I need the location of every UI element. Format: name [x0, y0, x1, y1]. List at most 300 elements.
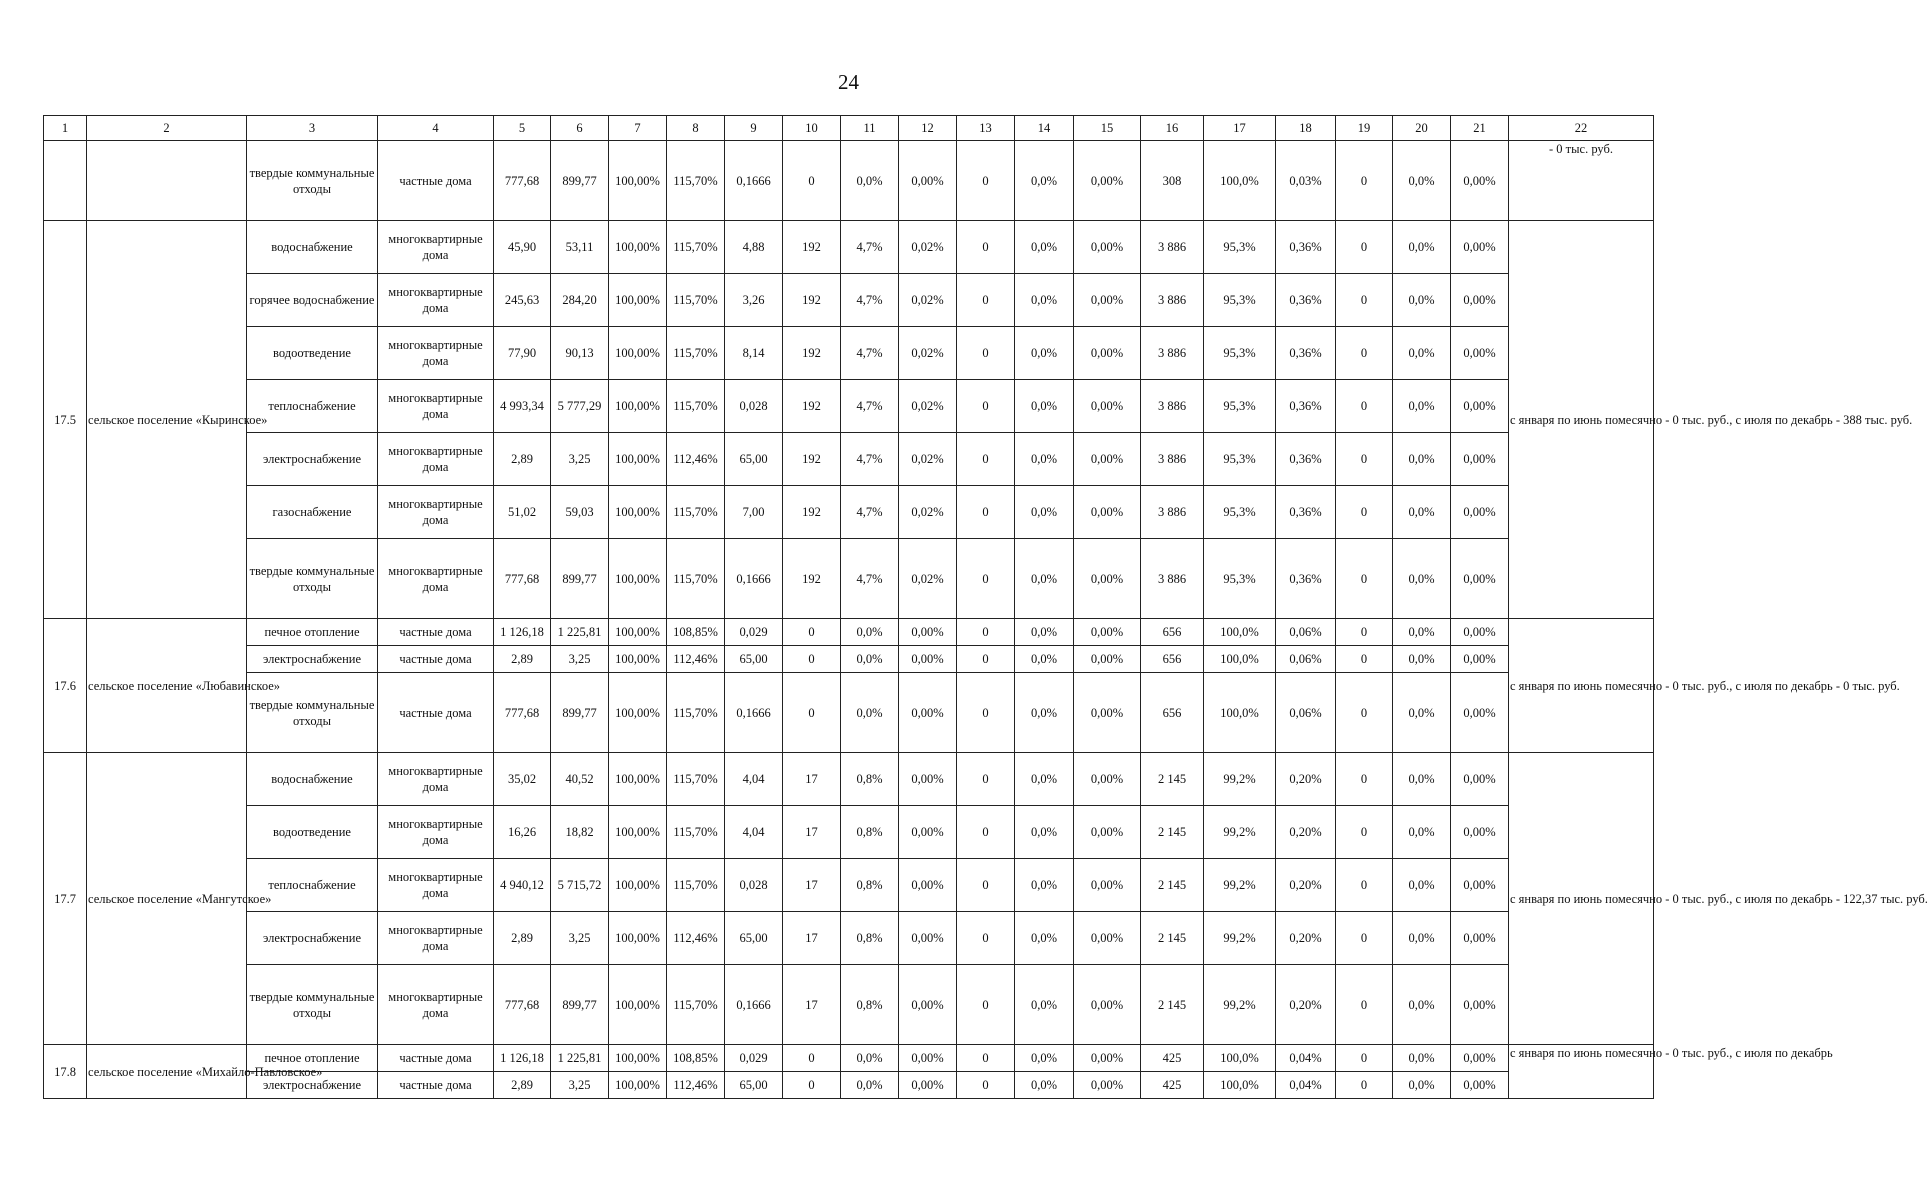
col10-cell: 0 [783, 1045, 841, 1072]
col14-cell: 0,0% [1015, 673, 1074, 753]
housing-type-cell: частные дома [378, 619, 494, 646]
col19-cell: 0 [1336, 965, 1393, 1045]
header-cell-col13: 13 [957, 116, 1015, 141]
col18-cell: 0,04% [1276, 1072, 1336, 1099]
col11-cell: 4,7% [841, 433, 899, 486]
col13-cell: 0 [957, 646, 1015, 673]
col7-cell: 100,00% [609, 965, 667, 1045]
col21-cell: 0,00% [1451, 859, 1509, 912]
col13-cell: 0 [957, 673, 1015, 753]
col5-cell: 4 940,12 [494, 859, 551, 912]
payment-schedule-cell: с января по июнь помесячно - 0 тыс. руб., с июля по декабрь [1509, 1045, 1654, 1099]
housing-type-cell: многоквартирные дома [378, 221, 494, 274]
service-cell: электроснабжение [247, 646, 378, 673]
col7-cell: 100,00% [609, 646, 667, 673]
col7-cell: 100,00% [609, 673, 667, 753]
col20-cell: 0,0% [1393, 646, 1451, 673]
col19-cell: 0 [1336, 912, 1393, 965]
col11-cell: 0,0% [841, 646, 899, 673]
table-row [44, 673, 1654, 753]
col19-cell: 0 [1336, 859, 1393, 912]
col10-cell: 192 [783, 327, 841, 380]
col20-cell: 0,0% [1393, 1045, 1451, 1072]
col9-cell: 7,00 [725, 486, 783, 539]
table-row [44, 274, 1654, 327]
col13-cell: 0 [957, 619, 1015, 646]
table-row [44, 859, 1654, 912]
payment-schedule-cell: с января по июнь помесячно - 0 тыс. руб., с июля по декабрь - 388 тыс. руб. [1509, 221, 1654, 619]
header-cell-col7: 7 [609, 116, 667, 141]
table-row [44, 965, 1654, 1045]
housing-type-cell: частные дома [378, 1045, 494, 1072]
col20-cell: 0,0% [1393, 539, 1451, 619]
col20-cell: 0,0% [1393, 327, 1451, 380]
col5-cell: 51,02 [494, 486, 551, 539]
col12-cell: 0,02% [899, 274, 957, 327]
col12-cell: 0,00% [899, 619, 957, 646]
col8-cell: 115,70% [667, 965, 725, 1045]
col17-cell: 100,0% [1204, 673, 1276, 753]
table-row [44, 912, 1654, 965]
col7-cell: 100,00% [609, 486, 667, 539]
table-row [44, 433, 1654, 486]
col8-cell: 115,70% [667, 539, 725, 619]
col15-cell: 0,00% [1074, 1045, 1141, 1072]
col19-cell: 0 [1336, 380, 1393, 433]
col16-cell: 2 145 [1141, 753, 1204, 806]
col12-cell: 0,00% [899, 1072, 957, 1099]
header-cell-col16: 16 [1141, 116, 1204, 141]
col9-cell: 0,1666 [725, 965, 783, 1045]
col14-cell: 0,0% [1015, 433, 1074, 486]
page-number: 24 [838, 70, 859, 94]
col20-cell: 0,0% [1393, 486, 1451, 539]
col12-cell: 0,02% [899, 486, 957, 539]
header-cell-col2: 2 [87, 116, 247, 141]
col5-cell: 35,02 [494, 753, 551, 806]
col6-cell: 899,77 [551, 673, 609, 753]
housing-type-cell: многоквартирные дома [378, 380, 494, 433]
col7-cell: 100,00% [609, 380, 667, 433]
housing-type-cell: частные дома [378, 673, 494, 753]
col19-cell: 0 [1336, 1045, 1393, 1072]
col16-cell: 3 886 [1141, 486, 1204, 539]
col18-cell: 0,36% [1276, 486, 1336, 539]
header-row [44, 116, 1654, 141]
col20-cell: 0,0% [1393, 753, 1451, 806]
housing-type-cell: многоквартирные дома [378, 327, 494, 380]
col20-cell: 0,0% [1393, 433, 1451, 486]
col13-cell: 0 [957, 380, 1015, 433]
col15-cell: 0,00% [1074, 912, 1141, 965]
col21-cell: 0,00% [1451, 380, 1509, 433]
col14-cell: 0,0% [1015, 380, 1074, 433]
header-cell-col5: 5 [494, 116, 551, 141]
col5-cell: 16,26 [494, 806, 551, 859]
col18-cell: 0,20% [1276, 806, 1336, 859]
col16-cell: 425 [1141, 1072, 1204, 1099]
col19-cell: 0 [1336, 221, 1393, 274]
service-cell: печное отопление [247, 619, 378, 646]
col17-cell: 100,0% [1204, 646, 1276, 673]
col10-cell: 17 [783, 806, 841, 859]
header-cell-col10: 10 [783, 116, 841, 141]
col20-cell: 0,0% [1393, 619, 1451, 646]
settlement-name-cell [87, 141, 247, 221]
col21-cell: 0,00% [1451, 619, 1509, 646]
col7-cell: 100,00% [609, 141, 667, 221]
col10-cell: 192 [783, 380, 841, 433]
col17-cell: 95,3% [1204, 221, 1276, 274]
table-body [44, 116, 1928, 1099]
col11-cell: 4,7% [841, 274, 899, 327]
col8-cell: 115,70% [667, 806, 725, 859]
col12-cell: 0,00% [899, 141, 957, 221]
col21-cell: 0,00% [1451, 327, 1509, 380]
col13-cell: 0 [957, 1072, 1015, 1099]
col7-cell: 100,00% [609, 274, 667, 327]
col6-cell: 3,25 [551, 912, 609, 965]
col10-cell: 0 [783, 619, 841, 646]
col19-cell: 0 [1336, 433, 1393, 486]
col14-cell: 0,0% [1015, 619, 1074, 646]
col17-cell: 95,3% [1204, 433, 1276, 486]
col10-cell: 17 [783, 859, 841, 912]
col17-cell: 99,2% [1204, 965, 1276, 1045]
col14-cell: 0,0% [1015, 912, 1074, 965]
col11-cell: 4,7% [841, 539, 899, 619]
col10-cell: 192 [783, 539, 841, 619]
col10-cell: 17 [783, 912, 841, 965]
col12-cell: 0,02% [899, 221, 957, 274]
col6-cell: 899,77 [551, 539, 609, 619]
header-cell-col6: 6 [551, 116, 609, 141]
col19-cell: 0 [1336, 646, 1393, 673]
col19-cell: 0 [1336, 486, 1393, 539]
header-cell-col4: 4 [378, 116, 494, 141]
table-row [44, 619, 1654, 646]
col9-cell: 0,028 [725, 859, 783, 912]
col18-cell: 0,36% [1276, 433, 1336, 486]
col17-cell: 100,0% [1204, 1045, 1276, 1072]
col5-cell: 77,90 [494, 327, 551, 380]
service-cell: твердые коммунальные отходы [247, 141, 378, 221]
col19-cell: 0 [1336, 619, 1393, 646]
item-number-cell: 17.6 [44, 619, 87, 753]
col15-cell: 0,00% [1074, 221, 1141, 274]
service-cell: теплоснабжение [247, 380, 378, 433]
col17-cell: 99,2% [1204, 753, 1276, 806]
table-row [44, 1045, 1654, 1072]
service-cell: газоснабжение [247, 486, 378, 539]
table-row [44, 141, 1654, 221]
col12-cell: 0,00% [899, 646, 957, 673]
col12-cell: 0,00% [899, 806, 957, 859]
housing-type-cell: многоквартирные дома [378, 859, 494, 912]
settlement-name-cell: сельское поселение «Мангутское» [87, 753, 247, 1045]
col8-cell: 115,70% [667, 486, 725, 539]
col13-cell: 0 [957, 327, 1015, 380]
col15-cell: 0,00% [1074, 327, 1141, 380]
col15-cell: 0,00% [1074, 619, 1141, 646]
col10-cell: 0 [783, 646, 841, 673]
col11-cell: 4,7% [841, 380, 899, 433]
col17-cell: 100,0% [1204, 1072, 1276, 1099]
col7-cell: 100,00% [609, 859, 667, 912]
col9-cell: 0,028 [725, 380, 783, 433]
col16-cell: 2 145 [1141, 859, 1204, 912]
table-row [44, 539, 1654, 619]
col5-cell: 1 126,18 [494, 619, 551, 646]
col15-cell: 0,00% [1074, 1072, 1141, 1099]
col13-cell: 0 [957, 753, 1015, 806]
header-cell-col19: 19 [1336, 116, 1393, 141]
service-cell: водоснабжение [247, 753, 378, 806]
col13-cell: 0 [957, 486, 1015, 539]
service-cell: теплоснабжение [247, 859, 378, 912]
service-cell: твердые коммунальные отходы [247, 965, 378, 1045]
col20-cell: 0,0% [1393, 806, 1451, 859]
col6-cell: 5 777,29 [551, 380, 609, 433]
col6-cell: 5 715,72 [551, 859, 609, 912]
col6-cell: 1 225,81 [551, 619, 609, 646]
item-number-cell: 17.5 [44, 221, 87, 619]
header-cell-col11: 11 [841, 116, 899, 141]
col11-cell: 0,8% [841, 806, 899, 859]
col20-cell: 0,0% [1393, 274, 1451, 327]
header-cell-col8: 8 [667, 116, 725, 141]
col9-cell: 0,029 [725, 619, 783, 646]
header-cell-col21: 21 [1451, 116, 1509, 141]
col18-cell: 0,20% [1276, 753, 1336, 806]
payment-schedule-cell: - 0 тыс. руб. [1509, 141, 1654, 221]
col7-cell: 100,00% [609, 539, 667, 619]
tariff-table [43, 115, 1928, 1099]
col9-cell: 65,00 [725, 912, 783, 965]
col12-cell: 0,02% [899, 380, 957, 433]
col16-cell: 656 [1141, 646, 1204, 673]
col16-cell: 3 886 [1141, 221, 1204, 274]
col21-cell: 0,00% [1451, 539, 1509, 619]
col7-cell: 100,00% [609, 327, 667, 380]
col12-cell: 0,00% [899, 753, 957, 806]
col8-cell: 115,70% [667, 221, 725, 274]
header-cell-col18: 18 [1276, 116, 1336, 141]
header-cell-col14: 14 [1015, 116, 1074, 141]
col6-cell: 3,25 [551, 433, 609, 486]
col14-cell: 0,0% [1015, 806, 1074, 859]
col5-cell: 2,89 [494, 646, 551, 673]
col5-cell: 245,63 [494, 274, 551, 327]
col10-cell: 192 [783, 221, 841, 274]
col7-cell: 100,00% [609, 753, 667, 806]
housing-type-cell: многоквартирные дома [378, 539, 494, 619]
col10-cell: 192 [783, 486, 841, 539]
col14-cell: 0,0% [1015, 274, 1074, 327]
service-cell: горячее водоснабжение [247, 274, 378, 327]
col7-cell: 100,00% [609, 806, 667, 859]
col19-cell: 0 [1336, 1072, 1393, 1099]
col16-cell: 656 [1141, 619, 1204, 646]
header-cell-col20: 20 [1393, 116, 1451, 141]
col10-cell: 0 [783, 1072, 841, 1099]
settlement-name-cell: сельское поселение «Михайло-Павловское» [87, 1045, 247, 1099]
housing-type-cell: многоквартирные дома [378, 486, 494, 539]
col5-cell: 2,89 [494, 912, 551, 965]
col13-cell: 0 [957, 274, 1015, 327]
col14-cell: 0,0% [1015, 539, 1074, 619]
col21-cell: 0,00% [1451, 221, 1509, 274]
col7-cell: 100,00% [609, 1045, 667, 1072]
col15-cell: 0,00% [1074, 859, 1141, 912]
col18-cell: 0,06% [1276, 673, 1336, 753]
col10-cell: 0 [783, 141, 841, 221]
col6-cell: 284,20 [551, 274, 609, 327]
col13-cell: 0 [957, 912, 1015, 965]
col9-cell: 4,04 [725, 806, 783, 859]
col15-cell: 0,00% [1074, 433, 1141, 486]
col9-cell: 0,1666 [725, 673, 783, 753]
header-cell-col1: 1 [44, 116, 87, 141]
col13-cell: 0 [957, 859, 1015, 912]
col12-cell: 0,00% [899, 673, 957, 753]
col15-cell: 0,00% [1074, 806, 1141, 859]
col12-cell: 0,00% [899, 1045, 957, 1072]
col11-cell: 0,0% [841, 1072, 899, 1099]
col19-cell: 0 [1336, 141, 1393, 221]
col8-cell: 112,46% [667, 433, 725, 486]
col12-cell: 0,02% [899, 433, 957, 486]
item-number-cell: 17.8 [44, 1045, 87, 1099]
col20-cell: 0,0% [1393, 912, 1451, 965]
col5-cell: 777,68 [494, 539, 551, 619]
col18-cell: 0,20% [1276, 965, 1336, 1045]
col12-cell: 0,02% [899, 539, 957, 619]
col14-cell: 0,0% [1015, 486, 1074, 539]
col8-cell: 115,70% [667, 274, 725, 327]
col14-cell: 0,0% [1015, 327, 1074, 380]
item-number-cell: 17.7 [44, 753, 87, 1045]
col16-cell: 425 [1141, 1045, 1204, 1072]
col19-cell: 0 [1336, 673, 1393, 753]
col15-cell: 0,00% [1074, 141, 1141, 221]
col20-cell: 0,0% [1393, 380, 1451, 433]
col6-cell: 899,77 [551, 965, 609, 1045]
settlement-name-cell: сельское поселение «Кыринское» [87, 221, 247, 619]
col21-cell: 0,00% [1451, 274, 1509, 327]
col19-cell: 0 [1336, 806, 1393, 859]
col18-cell: 0,36% [1276, 380, 1336, 433]
col11-cell: 4,7% [841, 221, 899, 274]
payment-schedule-cell: с января по июнь помесячно - 0 тыс. руб., с июля по декабрь - 122,37 тыс. руб. [1509, 753, 1654, 1045]
col21-cell: 0,00% [1451, 141, 1509, 221]
col12-cell: 0,02% [899, 327, 957, 380]
col7-cell: 100,00% [609, 619, 667, 646]
settlement-name-cell: сельское поселение «Любавинское» [87, 619, 247, 753]
col9-cell: 0,029 [725, 1045, 783, 1072]
col9-cell: 0,1666 [725, 141, 783, 221]
col7-cell: 100,00% [609, 1072, 667, 1099]
header-cell-col17: 17 [1204, 116, 1276, 141]
col12-cell: 0,00% [899, 859, 957, 912]
col12-cell: 0,00% [899, 912, 957, 965]
col17-cell: 100,0% [1204, 141, 1276, 221]
col21-cell: 0,00% [1451, 486, 1509, 539]
table-row [44, 753, 1654, 806]
col11-cell: 4,7% [841, 486, 899, 539]
col18-cell: 0,06% [1276, 646, 1336, 673]
col9-cell: 65,00 [725, 1072, 783, 1099]
service-cell: водоотведение [247, 806, 378, 859]
col10-cell: 192 [783, 433, 841, 486]
table-row [44, 646, 1654, 673]
col21-cell: 0,00% [1451, 1045, 1509, 1072]
table-row [44, 380, 1654, 433]
col17-cell: 95,3% [1204, 327, 1276, 380]
col13-cell: 0 [957, 141, 1015, 221]
col5-cell: 2,89 [494, 1072, 551, 1099]
service-cell: электроснабжение [247, 433, 378, 486]
housing-type-cell: частные дома [378, 646, 494, 673]
col19-cell: 0 [1336, 539, 1393, 619]
col16-cell: 3 886 [1141, 327, 1204, 380]
col20-cell: 0,0% [1393, 965, 1451, 1045]
col8-cell: 115,70% [667, 673, 725, 753]
col21-cell: 0,00% [1451, 433, 1509, 486]
col14-cell: 0,0% [1015, 965, 1074, 1045]
col8-cell: 112,46% [667, 1072, 725, 1099]
col19-cell: 0 [1336, 327, 1393, 380]
col13-cell: 0 [957, 539, 1015, 619]
payment-schedule-cell: с января по июнь помесячно - 0 тыс. руб., с июля по декабрь - 0 тыс. руб. [1509, 619, 1654, 753]
housing-type-cell: многоквартирные дома [378, 912, 494, 965]
col21-cell: 0,00% [1451, 673, 1509, 753]
housing-type-cell: многоквартирные дома [378, 965, 494, 1045]
service-cell: твердые коммунальные отходы [247, 539, 378, 619]
col17-cell: 95,3% [1204, 486, 1276, 539]
col10-cell: 17 [783, 965, 841, 1045]
col5-cell: 4 993,34 [494, 380, 551, 433]
col15-cell: 0,00% [1074, 539, 1141, 619]
col11-cell: 0,8% [841, 859, 899, 912]
col9-cell: 8,14 [725, 327, 783, 380]
col18-cell: 0,04% [1276, 1045, 1336, 1072]
col5-cell: 777,68 [494, 141, 551, 221]
col10-cell: 0 [783, 673, 841, 753]
col8-cell: 115,70% [667, 859, 725, 912]
service-cell: водоснабжение [247, 221, 378, 274]
col9-cell: 0,1666 [725, 539, 783, 619]
col5-cell: 777,68 [494, 965, 551, 1045]
table-row [44, 486, 1654, 539]
col5-cell: 777,68 [494, 673, 551, 753]
col14-cell: 0,0% [1015, 859, 1074, 912]
col17-cell: 99,2% [1204, 912, 1276, 965]
col15-cell: 0,00% [1074, 486, 1141, 539]
col14-cell: 0,0% [1015, 141, 1074, 221]
col20-cell: 0,0% [1393, 141, 1451, 221]
col13-cell: 0 [957, 433, 1015, 486]
col5-cell: 2,89 [494, 433, 551, 486]
col8-cell: 112,46% [667, 646, 725, 673]
col18-cell: 0,36% [1276, 327, 1336, 380]
col14-cell: 0,0% [1015, 753, 1074, 806]
table-row [44, 221, 1654, 274]
col21-cell: 0,00% [1451, 965, 1509, 1045]
col6-cell: 18,82 [551, 806, 609, 859]
col16-cell: 2 145 [1141, 965, 1204, 1045]
col17-cell: 99,2% [1204, 859, 1276, 912]
